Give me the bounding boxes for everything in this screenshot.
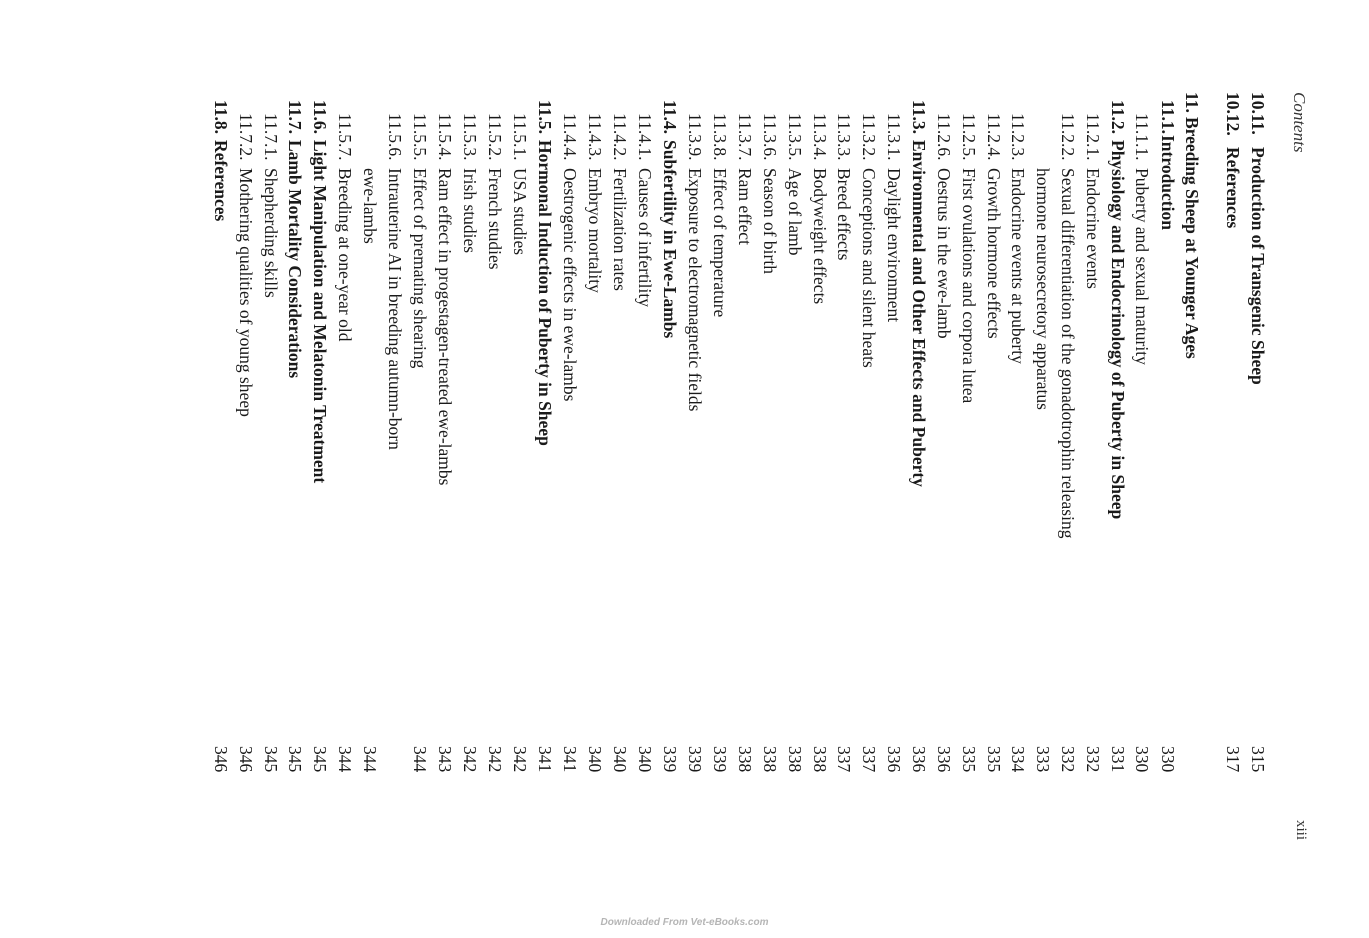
toc-entry-title: Shepherding skills — [261, 168, 281, 298]
toc-entry-number: 11.4.3. — [585, 113, 605, 161]
toc-entry-title: hormone neurosecretory apparatus — [1033, 168, 1053, 410]
toc-entry-title: Effect of temperature — [710, 168, 730, 318]
toc-entry-number: 11.7.2. — [236, 113, 256, 161]
toc-entry-page: 336 — [909, 746, 929, 773]
page-number: xiii — [1293, 820, 1309, 841]
toc-entry-title: Hormonal Induction of Puberty in Sheep — [535, 140, 555, 446]
toc-entry-page: 344 — [335, 746, 355, 773]
toc-entry-title: French studies — [485, 168, 505, 270]
toc-entry-number: 11.2.1. — [1083, 113, 1103, 161]
toc-entry-number: 11.5.3. — [460, 113, 480, 161]
toc-entry-title: Season of birth — [760, 168, 780, 274]
toc-entry-page: 343 — [435, 746, 455, 773]
toc-entry-number: 11.7.1. — [261, 113, 281, 161]
toc-entry-title: Mothering qualities of young sheep — [236, 168, 256, 417]
toc-entry-number: 11.2.5. — [959, 113, 979, 161]
toc-entry-page: 332 — [1083, 746, 1103, 773]
toc-entry-title: Light Manipulation and Melatonin Treatment — [310, 140, 330, 484]
toc-entry-title: Bodyweight effects — [810, 168, 830, 305]
toc-entry-page: 335 — [984, 746, 1004, 773]
toc-entry-number: 11.4.1. — [635, 113, 655, 161]
toc-entry-page: 340 — [610, 746, 630, 773]
toc-entry-page: 339 — [685, 746, 705, 773]
toc-entry-title: Ram effect — [735, 168, 755, 245]
toc-entry-page: 338 — [785, 746, 805, 773]
toc-entry-number: 11.5. — [535, 100, 555, 135]
toc-entry-page: 345 — [310, 746, 330, 773]
toc-entry-number: 11.2.6. — [934, 113, 954, 161]
toc-entry-page: 342 — [510, 746, 530, 773]
toc-entry-page: 338 — [810, 746, 830, 773]
toc-entry-number: 11.6. — [310, 100, 330, 135]
toc-entry-title: USA studies — [510, 168, 530, 256]
toc-entry-title: Ram effect in progestagen-treated ewe-lambs — [435, 168, 455, 486]
toc-entry-page: 338 — [760, 746, 780, 773]
toc-entry-number: 11.2.4. — [984, 113, 1004, 161]
toc-entry-title: Irish studies — [460, 168, 480, 254]
toc-entry-title: Intrauterine AI in breeding autumn-born — [385, 168, 405, 450]
toc-entry-title: Production of Transgenic Sheep — [1248, 147, 1268, 385]
toc-entry-number: 11.3.2. — [859, 113, 879, 161]
toc-entry-number: 11.3.5. — [785, 113, 805, 161]
toc-entry-title: Conceptions and silent heats — [859, 168, 879, 368]
toc-entry-page: 344 — [360, 746, 380, 773]
toc-entry-title: Fertilization rates — [610, 168, 630, 291]
toc-entry-number: 11.3.7. — [735, 113, 755, 161]
toc-entry-title: Embryo mortality — [585, 168, 605, 293]
toc-entry-title: Breed effects — [834, 168, 854, 261]
toc-entry-page: 332 — [1058, 746, 1078, 773]
toc-entry-page: 346 — [236, 746, 256, 773]
toc-entry-page: 340 — [585, 746, 605, 773]
toc-entry-number: 11.5.4. — [435, 113, 455, 161]
toc-entry-title: First ovulations and corpora lutea — [959, 168, 979, 404]
toc-entry-number: 11.3.8. — [710, 113, 730, 161]
toc-entry-title: Oestrus in the ewe-lamb — [934, 168, 954, 339]
toc-entry-title: Breeding at one-year old — [335, 168, 355, 342]
running-head: Contents — [1290, 92, 1309, 153]
toc-entry-title: Endocrine events — [1083, 168, 1103, 289]
toc-entry-number: 11.5.2. — [485, 113, 505, 161]
toc-entry-title: References — [1223, 147, 1243, 229]
toc-entry-number: 11.2. — [1108, 100, 1128, 135]
toc-entry-page: 337 — [859, 746, 879, 773]
toc-entry-page: 336 — [934, 746, 954, 773]
toc-entry-page: 339 — [710, 746, 730, 773]
toc-entry-number: 11.3.9. — [685, 113, 705, 161]
toc-entry-number: 11.1. — [1158, 100, 1178, 135]
toc-entry-number: 10.12. — [1223, 92, 1243, 136]
toc-entry-page: 344 — [410, 746, 430, 773]
toc-entry-page: 340 — [635, 746, 655, 773]
toc-entry-page: 339 — [660, 746, 680, 773]
toc-entry-number: 11.8. — [211, 100, 231, 135]
toc-entry-title: References — [211, 140, 231, 222]
toc-entry-page: 336 — [884, 746, 904, 773]
toc-entry-title: Introduction — [1158, 135, 1178, 230]
toc-entry-number: 11.5.6. — [385, 113, 405, 161]
toc-entry-title: ewe-lambs — [360, 168, 380, 244]
toc-entry-number: 11.3. — [909, 100, 929, 135]
toc-entry-number: 11.5.7. — [335, 113, 355, 161]
toc-entry-title: Physiology and Endocrinology of Puberty in Sheep — [1108, 140, 1128, 520]
toc-entry-page: 337 — [834, 746, 854, 773]
toc-entry-number: 11.3.4. — [810, 113, 830, 161]
toc-entry-number: 11.7. — [285, 100, 305, 135]
toc-entry-number: 11.5.1. — [510, 113, 530, 161]
toc-entry-number: 10.11. — [1248, 92, 1268, 135]
toc-entry-number: 11.2.2. — [1058, 113, 1078, 161]
toc-entry-page: 330 — [1158, 746, 1178, 773]
toc-entry-title: Daylight environment — [884, 168, 904, 323]
download-watermark: Downloaded From Vet-eBooks.com — [600, 917, 769, 928]
toc-entry-page: 333 — [1033, 746, 1053, 773]
toc-entry-page: 330 — [1132, 746, 1152, 773]
toc-entry-number: 11.4.2. — [610, 113, 630, 161]
toc-entry-page: 342 — [460, 746, 480, 773]
toc-entry-title: Exposure to electromagnetic fields — [685, 168, 705, 412]
toc-entry-page: 341 — [560, 746, 580, 773]
toc-entry-number: 11.4. — [660, 100, 680, 135]
toc-entry-number: 11.3.1. — [884, 113, 904, 161]
toc-entry-title: Growth hormone effects — [984, 168, 1004, 339]
toc-entry-number: 11. — [1182, 92, 1202, 113]
toc-entry-title: Subfertility in Ewe-Lambs — [660, 140, 680, 339]
toc-entry-title: Age of lamb — [785, 168, 805, 256]
toc-entry-page: 342 — [485, 746, 505, 773]
toc-entry-number: 11.3.3. — [834, 113, 854, 161]
toc-entry-number: 11.3.6. — [760, 113, 780, 161]
toc-entry-title: Sexual differentiation of the gonadotrophin releasing — [1058, 168, 1078, 539]
toc-entry-page: 345 — [285, 746, 305, 773]
toc-entry-title: Lamb Mortality Considerations — [285, 140, 305, 379]
toc-entry-title: Oestrogenic effects in ewe-lambs — [560, 168, 580, 402]
toc-entry-page: 334 — [1008, 746, 1028, 773]
toc-entry-title: Environmental and Other Effects and Puberty — [909, 140, 929, 487]
toc-entry-title: Effect of premating shearing — [410, 168, 430, 369]
toc-entry-title: Breeding Sheep at Younger Ages — [1182, 117, 1202, 359]
toc-entry-page: 315 — [1248, 746, 1268, 773]
toc-entry-number: 11.1.1. — [1132, 113, 1152, 161]
toc-entry-page: 335 — [959, 746, 979, 773]
toc-entry-page: 346 — [211, 746, 231, 773]
toc-entry-page: 338 — [735, 746, 755, 773]
toc-entry-number: 11.5.5. — [410, 113, 430, 161]
toc-entry-page: 331 — [1108, 746, 1128, 773]
toc-entry-title: Endocrine events at puberty — [1008, 168, 1028, 364]
toc-entry-title: Puberty and sexual maturity — [1132, 168, 1152, 365]
toc-entry-page: 317 — [1223, 746, 1243, 773]
toc-entry-number: 11.4.4. — [560, 113, 580, 161]
toc-entry-page: 341 — [535, 746, 555, 773]
toc-entry-number: 11.2.3. — [1008, 113, 1028, 161]
toc-entry-title: Causes of infertility — [635, 168, 655, 308]
toc-entry-page: 345 — [261, 746, 281, 773]
